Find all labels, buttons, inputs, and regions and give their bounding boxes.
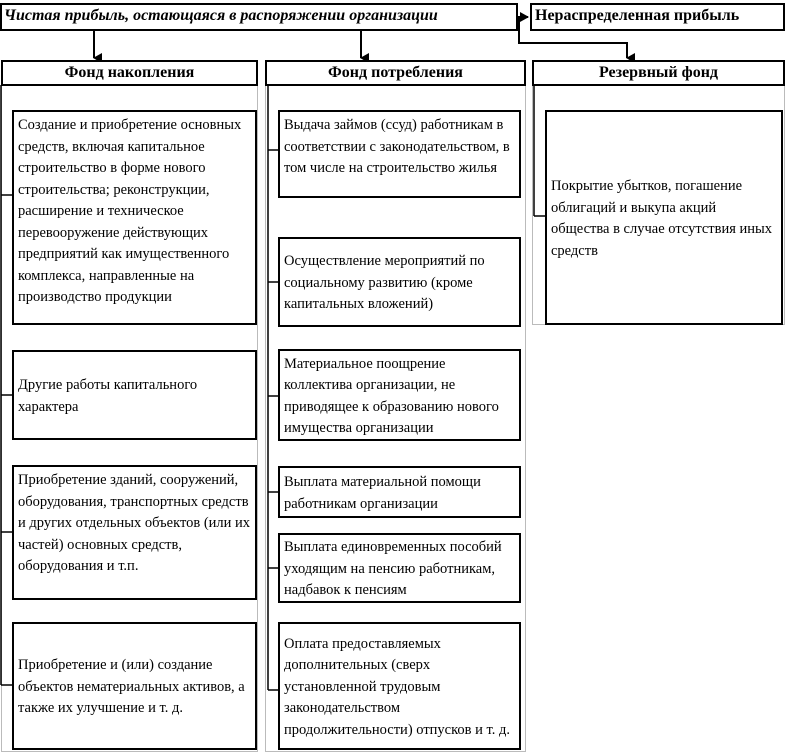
reserve-fund-header xyxy=(532,60,785,86)
consumption-item-text: Выплата материальной помощи работникам организации xyxy=(284,474,481,512)
reserve-fund-title: Резервный фонд xyxy=(598,64,719,81)
accumulation-item-text: Приобретение зданий, сооружений, оборудования, транспортных средств и других отдельных объектов (или их частей) основных средств, оборудования и т.п. xyxy=(18,472,251,574)
net-profit-label: Чистая прибыль, остающаяся в распоряжении организации xyxy=(4,7,438,24)
retained-earnings-box xyxy=(530,3,785,31)
consumption-item xyxy=(278,349,521,441)
accumulation-item xyxy=(12,350,257,440)
accumulation-fund-header xyxy=(1,60,258,86)
consumption-item xyxy=(278,622,521,750)
consumption-item-text: Выдача займов (ссуд) работникам в соответствии с законодательством, в том числе на строительство жилья xyxy=(284,117,510,176)
consumption-item xyxy=(278,533,521,603)
net-profit-box xyxy=(0,3,518,31)
consumption-item xyxy=(278,466,521,518)
consumption-item-text: Материальное поощрение коллектива организации, не приводящее к образованию нового имущества организации xyxy=(284,355,499,436)
accumulation-item xyxy=(12,465,257,600)
accumulation-item-text: Создание и приобретение основных средств, включая капитальное строительство в форме нового строительства; реконструкции, расширение и техническое перевооружение действующих предприятий как имущественного комплекса, направленные на производство продукции xyxy=(18,117,242,305)
accumulation-item-text: Приобретение и (или) создание объектов нематериальных активов, а также их улучшение и т. д. xyxy=(18,657,245,717)
accumulation-fund-title: Фонд накопления xyxy=(64,64,195,81)
accumulation-item xyxy=(12,110,257,325)
reserve-item xyxy=(545,110,783,325)
consumption-item xyxy=(278,237,521,327)
accumulation-item-text: Другие работы капитального характера xyxy=(18,377,198,415)
consumption-item-text: Выплата единовременных пособий уходящим на пенсию работникам, надбавок к пенсиям xyxy=(284,539,502,599)
consumption-item-text: Осуществление мероприятий по социальному развитию (кроме капитальных вложений) xyxy=(284,253,485,313)
accumulation-item xyxy=(12,622,257,750)
consumption-fund-header xyxy=(265,60,526,86)
reserve-item-text: Покрытие убытков, погашение облигаций и выкупа акций общества в случае отсутствия иных средств xyxy=(551,178,773,259)
retained-earnings-label: Нераспределенная прибыль xyxy=(535,7,740,24)
consumption-item-text: Оплата предоставляемых дополнительных (сверх установленной трудовым законодательством продолжительности) отпусков и т. д. xyxy=(284,635,511,738)
consumption-item xyxy=(278,110,521,198)
consumption-fund-title: Фонд потребления xyxy=(328,64,463,81)
